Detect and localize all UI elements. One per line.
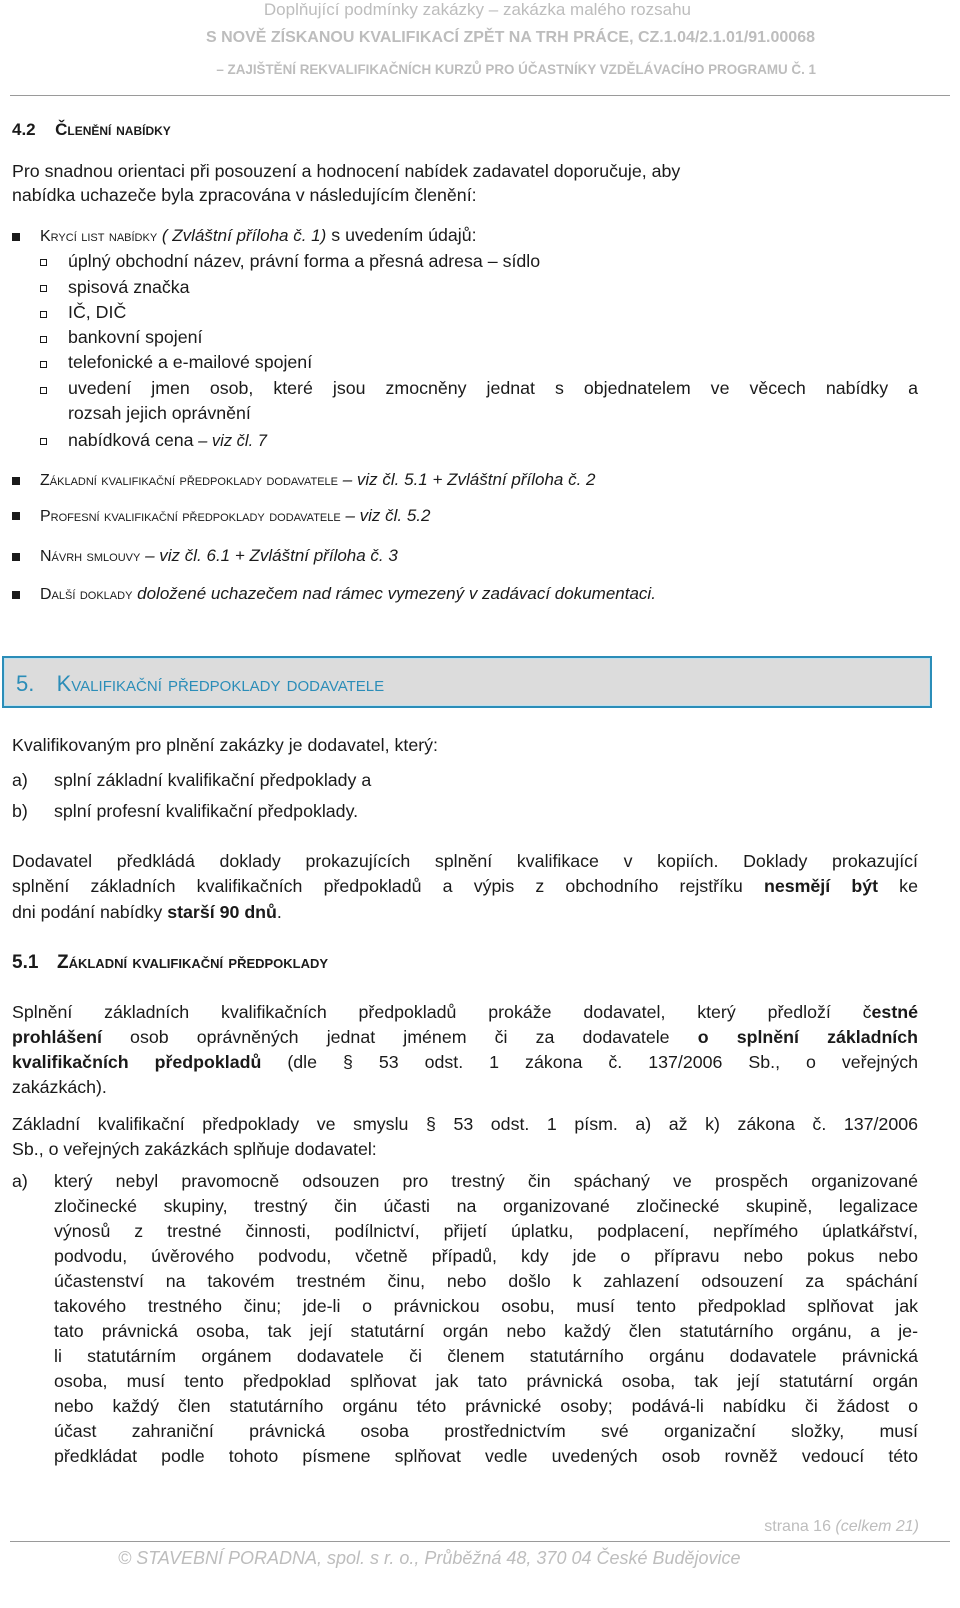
list-line: účast zahraniční právnická osoba prostřednictvím své organizační složky, musí: [54, 1421, 918, 1441]
list-line: předkládat podle tohoto písmene splňovat vedle uvedených osob rovněž vedoucí této: [54, 1446, 918, 1466]
bullet-square-icon: [12, 553, 20, 561]
bullet-square-icon: [12, 233, 20, 241]
paragraph-line: [12, 900, 282, 925]
header-subtitle: – ZAJIŠTĚNÍ REKVALIFIKAČNÍCH KURZŮ PRO ÚČASTNÍKY VZDĚLÁVACÍHO PROGRAMU Č. 1: [216, 62, 816, 77]
text-run: splnění základních kvalifikačních předpokladů a výpis z obchodního rejstříku: [12, 876, 764, 896]
item-caps: Základní kvalifikační předpoklady dodavatele: [40, 472, 338, 489]
list-label: a): [12, 770, 28, 790]
sub-item: úplný obchodní název, právní forma a přesná adresa – sídlo: [68, 251, 541, 271]
section-5-heading-box: [2, 656, 932, 708]
page-total: (celkem 21): [835, 1518, 919, 1535]
list-line: podvodu, úvěrového podvodu, včetně případů, kdy jde o přípravu nebo pokus nebo: [54, 1246, 918, 1266]
paragraph-line: Sb., o veřejných zakázkách splňuje dodavatel:: [12, 1139, 377, 1159]
sub-item: uvedení jmen osob, které jsou zmocněny jednat s objednatelem ve věcech nabídky a: [68, 378, 918, 398]
list-line: zločinecké skupiny, trestný čin účasti na organizované zločinecké skupině, legalizace: [54, 1196, 918, 1216]
section-title: Členění nabídky: [55, 120, 171, 139]
list-label: a): [12, 1171, 28, 1191]
item-ref: – viz čl. 5.1 + Zvláštní příloha č. 2: [338, 470, 596, 489]
list-line: li statutárním orgánem dodavatele či členem statutárního orgánu dodavatele právnická: [54, 1346, 918, 1366]
cover-sheet-item: [40, 225, 477, 246]
paragraph-line: [12, 1000, 918, 1025]
price-ref: – viz čl. 7: [193, 432, 267, 450]
list-label: b): [12, 801, 28, 821]
bullet-outline-icon: [40, 438, 47, 445]
text-run: Splnění základních kvalifikačních předpokladů prokáže dodavatel, který předloží č: [12, 1002, 872, 1022]
text-run: osob oprávněných jednat jménem či za dodavatele: [101, 1027, 698, 1047]
text-bold: o splnění základních: [697, 1027, 918, 1047]
list-line: takového trestného činu; jde-li o právnickou osobu, musí tento předpoklad splňovat jak: [54, 1296, 918, 1316]
paragraph: Kvalifikovaným pro plnění zakázky je dodavatel, který:: [12, 735, 438, 755]
list-line: nebo každý člen statutárního orgánu této právnické osoby; podává-li nabídku či žádost o: [54, 1396, 918, 1416]
sub-item-price: [68, 428, 267, 454]
header-project: S NOVĚ ZÍSKANOU KVALIFIKACÍ ZPĚT NA TRH PRÁCE, CZ.1.04/2.1.01/91.00068: [205, 29, 815, 46]
list-line: tato právnická osoba, tak její statutární orgán nebo každý člen statutárního orgánu, a je-: [54, 1321, 918, 1341]
sub-item-continued: rozsah jejich oprávnění: [68, 403, 251, 423]
paragraph-line: Dodavatel předkládá doklady prokazujících splnění kvalifikace v kopiích. Doklady prokazující: [12, 851, 918, 871]
paragraph-line: zakázkách).: [12, 1077, 107, 1097]
text-bold: estné: [871, 1002, 918, 1022]
sub-item: telefonické a e-mailové spojení: [68, 352, 313, 372]
bullet-square-icon: [12, 591, 20, 599]
footer-divider: [10, 1541, 950, 1542]
section-number: 4.2: [12, 120, 36, 139]
item-ref: – viz čl. 6.1 + Zvláštní příloha č. 3: [140, 546, 398, 565]
header-divider: [10, 95, 950, 96]
list-item: [40, 470, 595, 490]
item-caps: Návrh smlouvy: [40, 548, 141, 565]
section-number: 5.1: [12, 952, 39, 973]
list-line: který nebyl pravomocně odsouzen pro trestný čin spáchaný ve prospěch organizované: [54, 1171, 918, 1191]
list-text: splní základní kvalifikační předpoklady a: [54, 770, 372, 790]
section-4-2-heading: [12, 120, 171, 140]
intro-line-1: Pro snadnou orientaci při posouzení a hodnocení nabídek zadavatel doporučuje, aby: [12, 161, 681, 181]
bullet-square-icon: [12, 477, 20, 485]
price-text: nabídková cena: [68, 430, 194, 450]
paragraph-line: [12, 874, 918, 899]
list-line: výnosů z trestné činnosti, podílnictví, přijetí úplatku, podplacení, nepřímého úplatkářství,: [54, 1221, 918, 1241]
sub-item: spisová značka: [68, 277, 190, 297]
paragraph-line: [12, 1025, 918, 1050]
section-5-heading: [16, 671, 384, 697]
footer-copyright: © STAVEBNÍ PORADNA, spol. s r. o., Průběžná 48, 370 04 České Budějovice: [118, 1548, 741, 1568]
header-title: Doplňující podmínky zakázky – zakázka malého rozsahu: [263, 0, 691, 19]
text-bold: nesmějí být: [763, 876, 879, 896]
text-bold: starší 90 dnů: [167, 902, 277, 922]
bullet-square-icon: [12, 512, 20, 520]
text-run: dni podání nabídky: [12, 902, 168, 922]
cover-caps: Krycí list nabídky: [40, 228, 158, 245]
text-run: ke: [878, 876, 918, 896]
section-number: 5.: [16, 671, 35, 696]
list-text: splní profesní kvalifikační předpoklady.: [54, 801, 359, 821]
paragraph-line: Základní kvalifikační předpoklady ve smyslu § 53 odst. 1 písm. a) až k) zákona č. 137/2006: [12, 1114, 918, 1134]
intro-line-2: nabídka uchazeče byla zpracována v následujícím členění:: [12, 185, 477, 205]
item-caps: Další doklady: [40, 586, 133, 603]
text-run: .: [276, 902, 282, 922]
page-number: [764, 1518, 919, 1536]
bullet-outline-icon: [40, 387, 47, 394]
bullet-outline-icon: [40, 361, 47, 368]
sub-item: IČ, DIČ: [68, 302, 127, 322]
section-5-1-heading: [12, 952, 328, 974]
page-label: strana 16: [764, 1518, 836, 1535]
cover-rest: s uvedením údajů:: [326, 225, 477, 245]
bullet-outline-icon: [40, 285, 47, 292]
text-run: (dle § 53 odst. 1 zákona č. 137/2006 Sb., o veřejných: [261, 1052, 918, 1072]
item-ref: doložené uchazečem nad rámec vymezený v zadávací dokumentaci.: [132, 584, 656, 603]
list-item: [40, 546, 398, 566]
list-line: účastenství na takovém trestném činu, nebo došlo k zahlazení odsouzení za spáchání: [54, 1271, 918, 1291]
bullet-outline-icon: [40, 336, 47, 343]
cover-ref: ( Zvláštní příloha č. 1): [157, 226, 327, 245]
list-line: osoba, musí tento předpoklad splňovat jak tato právnická osoba, tak její statutární orgán: [54, 1371, 918, 1391]
sub-item: bankovní spojení: [68, 327, 203, 347]
item-caps: Profesní kvalifikační předpoklady dodavatele: [40, 508, 341, 525]
section-title: Základní kvalifikační předpoklady: [56, 952, 329, 973]
section-title: Kvalifikační předpoklady dodavatele: [56, 671, 385, 696]
list-item: [40, 584, 656, 604]
text-bold: prohlášení: [12, 1027, 102, 1047]
bullet-outline-icon: [40, 259, 47, 266]
item-ref: – viz čl. 5.2: [340, 506, 431, 525]
bullet-outline-icon: [40, 311, 47, 318]
paragraph-line: [12, 1050, 918, 1075]
list-item: [40, 506, 430, 526]
text-bold: kvalifikačních předpokladů: [12, 1052, 262, 1072]
